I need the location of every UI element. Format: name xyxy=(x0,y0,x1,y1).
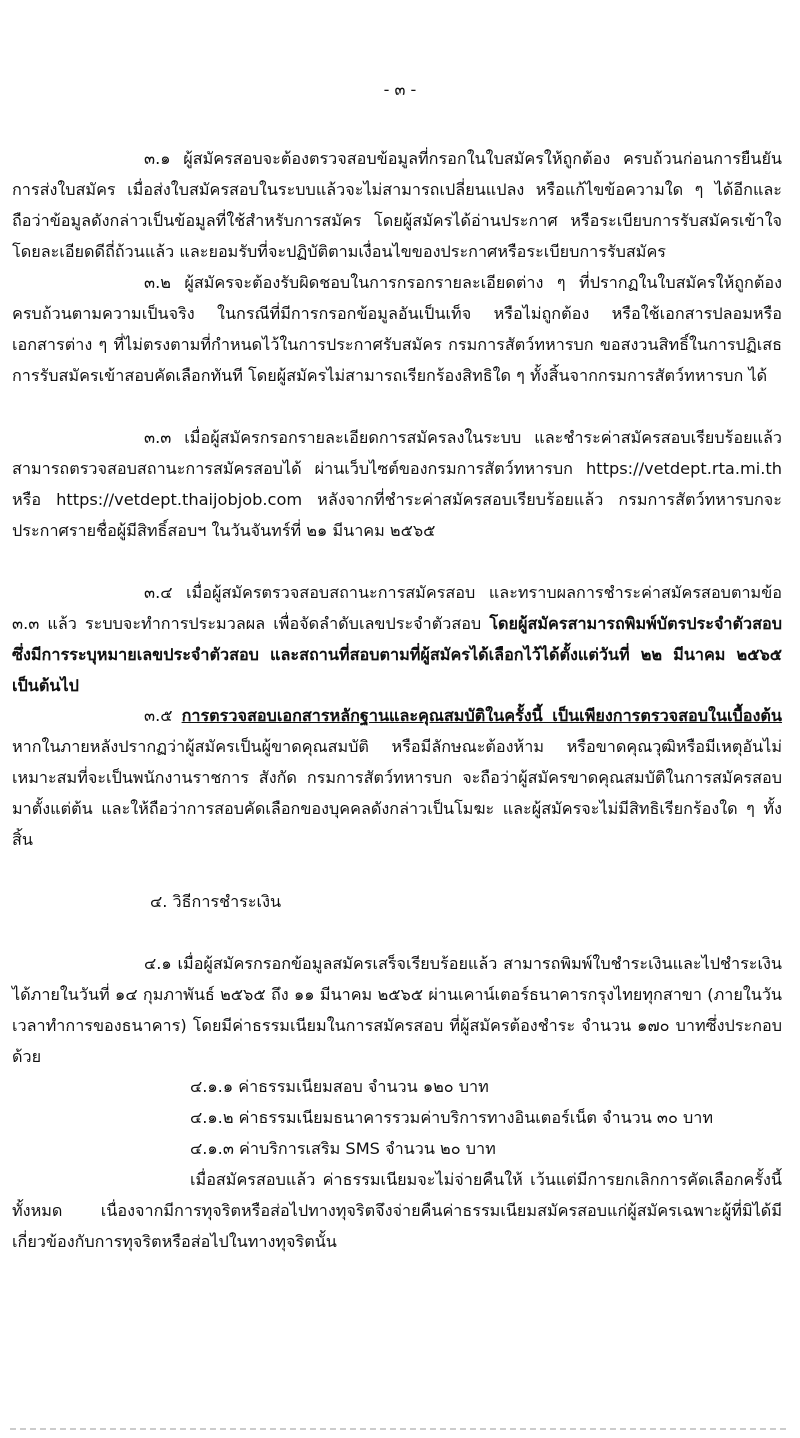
paragraph-3-1: ๓.๑ ผู้สมัครสอบจะต้องตรวจสอบข้อมูลที่กรอกในใบสมัครให้ถูกต้อง ครบถ้วนก่อนการยืนยันการส่งใบสมัคร เมื่อส่งใบสมัครสอบในระบบแล้วจะไม่สามารถเปลี่ยนแปลง หรือแก้ไขข้อความใด ๆ ได้อีกและถือว่าข้อมูลดังกล่าวเป็นข้อมูลที่ใช้สำหรับการสมัคร โดยผู้สมัครได้อ่านประกาศ หรือระเบียบการรับสมัครเข้าใจโดยละเอียดดีถี่ถ้วนแล้ว และยอมรับที่จะปฏิบัติตามเงื่อนไขของประกาศหรือระเบียบการรับสมัคร xyxy=(12,149,782,261)
list-item-4-1-2: ๔.๑.๒ ค่าธรรมเนียมธนาคารรวมค่าบริการทางอินเตอร์เน็ต จำนวน ๓๐ บาท xyxy=(190,1108,714,1127)
paragraph-3-3: ๓.๓ เมื่อผู้สมัครกรอกรายละเอียดการสมัครลงในระบบ และชำระค่าสมัครสอบเรียบร้อยแล้วสามารถตรวจสอบสถานะการสมัครสอบได้ ผ่านเว็บไซต์ของกรมการสัตว์ทหารบก https://vetdept.rta.mi.th หรือ https://vetdept.thaijobjob.com หลังจากที่ชำระค่าสมัครสอบเรียบร้อยแล้ว กรมการสัตว์ทหารบกจะประกาศรายชื่อผู้มีสิทธิ์สอบฯ ในวันจันทร์ที่ ๒๑ มีนาคม ๒๕๖๕ xyxy=(12,428,782,540)
paragraph-3-5-text: หากในภายหลังปรากฏว่าผู้สมัครเป็นผู้ขาดคุณสมบัติ หรือมีลักษณะต้องห้าม หรือขาดคุณวุฒิหรือมีเหตุอันไม่เหมาะสมที่จะเป็นพนักงานราชการ สังกัด กรมการสัตว์ทหารบก จะถือว่าผู้สมัครขาดคุณสมบัติในการสมัครสอบมาตั้งแต่ต้น และให้ถือว่าการสอบคัดเลือกของบุคคลดังกล่าวเป็นโมฆะ และผู้สมัครจะไม่มีสิทธิเรียกร้องใด ๆ ทั้งสิ้น xyxy=(12,737,782,849)
paragraph-4-1: ๔.๑ เมื่อผู้สมัครกรอกข้อมูลสมัครเสร็จเรียบร้อยแล้ว สามารถพิมพ์ใบชำระเงินและไปชำระเงินได้ภายในวันที่ ๑๔ กุมภาพันธ์ ๒๕๖๕ ถึง ๑๑ มีนาคม ๒๕๖๕ ผ่านเคาน์เตอร์ธนาคารกรุงไทยทุกสาขา (ภายในวันเวลาทำการของธนาคาร) โดยมีค่าธรรมเนียมในการสมัครสอบ ที่ผู้สมัครต้องชำระ จำนวน ๑๗๐ บาทซึ่งประกอบด้วย xyxy=(12,954,782,1066)
list-item-4-1-1: ๔.๑.๑ ค่าธรรมเนียมสอบ จำนวน ๑๒๐ บาท xyxy=(190,1077,489,1096)
paragraph-3-5-number: ๓.๕ xyxy=(144,706,182,725)
paragraph-3-4-bold-text: โดยผู้สมัครสามารถพิมพ์บัตรประจำตัวสอบ ซึ่งมีการระบุหมายเลขประจำตัวสอบ และสถานที่สอบตามที่ผู้สมัครได้เลือกไว้ได้ตั้งแต่วันที่ ๒๒ มีนาคม ๒๕๖๕ เป็นต้นไป xyxy=(12,614,782,695)
paragraph-3-4 xyxy=(12,577,782,701)
paragraph-refund: เมื่อสมัครสอบแล้ว ค่าธรรมเนียมจะไม่จ่ายคืนให้ เว้นแต่มีการยกเลิกการคัดเลือกครั้งนี้ทั้งหมด เนื่องจากมีการทุจริตหรือส่อไปทางทุจริตจึงจ่ายคืนค่าธรรมเนียมสมัครสอบแก่ผู้สมัครเฉพาะผู้ที่มิได้มีเกี่ยวข้องกับการทุจริตหรือส่อไปในทางทุจริตนั้น xyxy=(12,1170,782,1251)
section-4-heading: ๔. วิธีการชำระเงิน xyxy=(150,892,282,911)
paragraph-3-4-text: ๓.๔ เมื่อผู้สมัครตรวจสอบสถานะการสมัครสอบ และทราบผลการชำระค่าสมัครสอบตามข้อ ๓.๓ แล้ว ระบบจะทำการประมวลผล เพื่อจัดลำดับเลขประจำตัวสอบ xyxy=(12,583,782,633)
paragraph-3-5-underlined: การตรวจสอบเอกสารหลักฐานและคุณสมบัติในครั้งนี้ เป็นเพียงการตรวจสอบในเบื้องต้น xyxy=(181,706,783,725)
scan-artifact-line xyxy=(10,1428,790,1430)
paragraph-3-5 xyxy=(12,700,782,855)
page-number: - ๓ - xyxy=(383,80,417,99)
paragraph-3-2: ๓.๒ ผู้สมัครจะต้องรับผิดชอบในการกรอกรายละเอียดต่าง ๆ ที่ปรากฏในใบสมัครให้ถูกต้องครบถ้วนตามความเป็นจริง ในกรณีที่มีการกรอกข้อมูลอันเป็นเท็จ หรือไม่ถูกต้อง หรือใช้เอกสารปลอมหรือเอกสารต่าง ๆ ที่ไม่ตรงตามที่กำหนดไว้ในการประกาศรับสมัคร กรมการสัตว์ทหารบก ขอสงวนสิทธิ์ในการปฏิเสธการรับสมัครเข้าสอบคัดเลือกทันที โดยผู้สมัครไม่สามารถเรียกร้องสิทธิใด ๆ ทั้งสิ้นจากกรมการสัตว์ทหารบก ได้ xyxy=(12,273,782,385)
list-item-4-1-3: ๔.๑.๓ ค่าบริการเสริม SMS จำนวน ๒๐ บาท xyxy=(190,1139,496,1158)
